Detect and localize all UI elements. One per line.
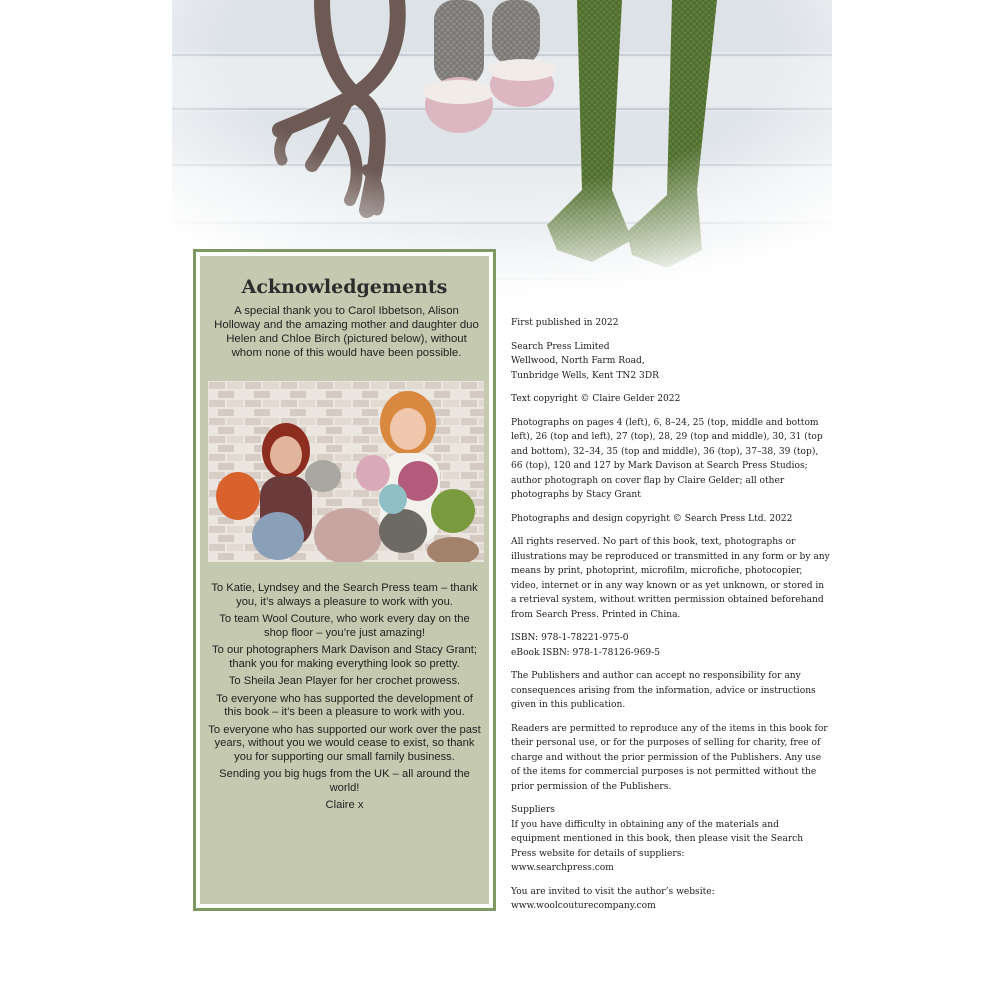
imprint-column	[511, 316, 831, 923]
responsibility-notice: The Publishers and author can accept no responsibility for any consequences arising from the information, advice or instructions given in this publication.	[511, 671, 816, 710]
ack-line: To everyone who has supported our work over the past years, without you we would cease to exist, so thank you for supporting our small family business.	[208, 723, 481, 763]
ack-line: To Katie, Lyndsey and the Search Press team – thank you, it’s always a pleasure to work with you.	[211, 582, 478, 608]
publisher-line: Tunbridge Wells, Kent TN2 3DR	[511, 370, 659, 381]
publisher-address	[511, 340, 831, 384]
publisher-line: Search Press Limited	[511, 341, 610, 352]
suppliers-url-link[interactable]: www.searchpress.com	[511, 863, 614, 873]
ack-line: To team Wool Couture, who work every day on the shop floor – you’re just amazing!	[219, 613, 470, 639]
acknowledgements-lines	[206, 582, 483, 817]
ack-signature: Claire x	[325, 799, 364, 811]
family-photo	[208, 381, 484, 562]
first-published: First published in 2022	[511, 318, 619, 328]
text-copyright: Text copyright © Claire Gelder 2022	[511, 394, 681, 404]
website-url-link[interactable]: www.woolcouturecompany.com	[511, 901, 656, 911]
acknowledgements-panel-inner	[200, 256, 489, 904]
acknowledgements-intro: A special thank you to Carol Ibbetson, Alison Holloway and the amazing mother and daughter duo Helen and Chloe Birch (pictured below), without whom none of this would have been possible.	[214, 305, 479, 359]
ack-line: Sending you big hugs from the UK – all around the world!	[219, 768, 470, 794]
isbn-block	[511, 631, 831, 660]
suppliers-block	[511, 803, 831, 876]
acknowledgements-panel	[193, 249, 496, 911]
ack-line: To Sheila Jean Player for her crochet prowess.	[228, 675, 461, 687]
website-text: You are invited to visit the author’s website:	[511, 886, 715, 897]
ebook-isbn: eBook ISBN: 978-1-78126-969-5	[511, 647, 661, 658]
design-copyright: Photographs and design copyright © Search Press Ltd. 2022	[511, 513, 793, 524]
suppliers-text: If you have difficulty in obtaining any of the materials and equipment mentioned in this book, then please visit the Search Press website for details of suppliers:	[511, 819, 804, 859]
publisher-line: Wellwood, North Farm Road,	[511, 356, 645, 366]
website-block	[511, 885, 831, 914]
isbn: ISBN: 978-1-78221-975-0	[511, 633, 629, 643]
readers-notice: Readers are permitted to reproduce any of the items in this book for their personal use, or for the purposes of selling for charity, free of charge and without the prior permission of the Publishers. Any use of the items for commercial purposes is not permitted without the prior permission of the Publishers.	[511, 723, 828, 792]
suppliers-heading: Suppliers	[511, 805, 555, 815]
photo-credits: Photographs on pages 4 (left), 6, 8–24, 25 (top, middle and bottom left), 26 (top and left), 27 (top), 28, 29 (top and middle), 30, 31 (top and bottom), 32–34, 35 (top and middle), 36 (top), 37–38, 39 (top), 66 (top), 120 and 127 by Mark Davison at Search Press Studios; author photograph on cover flap by Claire Gelder; all other photographs by Stacy Grant	[511, 417, 823, 500]
ack-line: To our photographers Mark Davison and Stacy Grant; thank you for making everything look so pretty.	[212, 644, 477, 670]
rights-notice: All rights reserved. No part of this book, text, photographs or illustrations may be reproduced or transmitted in any form or by any means by print, photoprint, microfilm, microfiche, photocopier, video, internet or in any way known or as yet unknown, or stored in a retrieval system, without written permission obtained beforehand from Search Press. Printed in China.	[511, 537, 830, 620]
acknowledgements-title: Acknowledgements	[241, 276, 448, 298]
ack-line: To everyone who has supported the development of this book – it’s been a pleasure to work with you.	[216, 692, 473, 718]
